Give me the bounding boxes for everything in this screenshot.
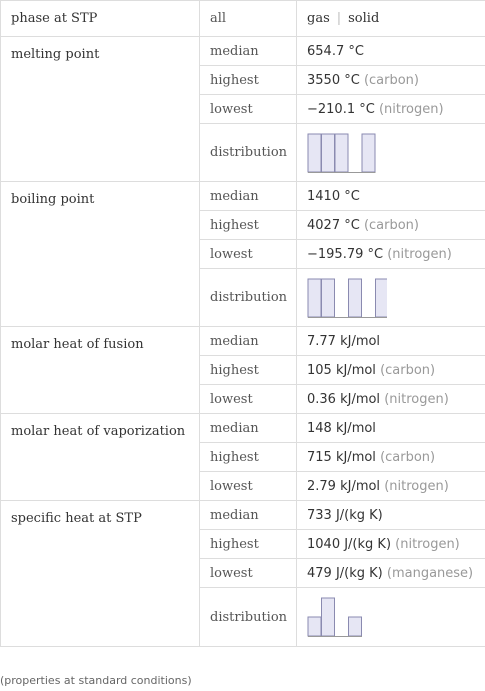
- histogram-bar: [322, 279, 335, 317]
- boiling-median-label: median: [200, 182, 297, 211]
- fusion-lowest-label: lowest: [200, 385, 297, 414]
- fusion-highest-value: 105 kJ/mol: [307, 362, 376, 378]
- histogram-bar: [308, 134, 321, 172]
- specific-heat-lowest-note: (manganese): [386, 565, 474, 581]
- histogram-bar: [308, 279, 321, 317]
- specific-heat-highest-value: 1040 J/(kg K): [307, 536, 392, 552]
- vaporization-lowest-note: (nitrogen): [384, 478, 449, 494]
- fusion-highest-note: (carbon): [380, 362, 436, 378]
- histogram-bar: [376, 279, 388, 317]
- header-gas: gas: [307, 11, 330, 26]
- fusion-highest-cell: [297, 356, 485, 385]
- fusion-median-label: median: [200, 327, 297, 356]
- boiling-lowest-note: (nitrogen): [387, 246, 452, 262]
- specific-heat-lowest-value: 479 J/(kg K): [307, 565, 383, 581]
- specific-heat-highest-label: highest: [200, 530, 297, 559]
- boiling-distribution-cell: [297, 269, 485, 327]
- fusion-highest-label: highest: [200, 356, 297, 385]
- header-row: [1, 1, 485, 37]
- vaporization-lowest-value: 2.79 kJ/mol: [307, 478, 381, 494]
- histogram-bar: [362, 134, 375, 172]
- melting-distribution-histogram: [307, 128, 387, 174]
- header-phase-label: phase at STP: [1, 1, 200, 37]
- vaporization-lowest-cell: [297, 472, 485, 501]
- boiling-median-row: [1, 182, 485, 211]
- melting-distribution-label: distribution: [200, 124, 297, 182]
- melting-lowest-note: (nitrogen): [378, 101, 444, 117]
- fusion-median-value: 7.77 kJ/mol: [297, 327, 485, 356]
- melting-lowest-cell: [297, 95, 485, 124]
- melting-highest-label: highest: [200, 66, 297, 95]
- melting-lowest-label: lowest: [200, 95, 297, 124]
- specific-heat-highest-cell: [297, 530, 485, 559]
- melting-median-value: 654.7 °C: [297, 37, 485, 66]
- boiling-point-label: boiling point: [1, 182, 200, 327]
- vaporization-median-row: [1, 414, 485, 443]
- fusion-lowest-note: (nitrogen): [384, 391, 449, 407]
- specific-heat-median-label: median: [200, 501, 297, 530]
- melting-distribution-cell: [297, 124, 485, 182]
- melting-highest-cell: [297, 66, 485, 95]
- vaporization-median-value: 148 kJ/mol: [297, 414, 485, 443]
- boiling-highest-cell: [297, 211, 485, 240]
- boiling-lowest-cell: [297, 240, 485, 269]
- histogram-bar: [322, 134, 335, 172]
- boiling-highest-value: 4027 °C: [307, 217, 360, 233]
- specific-heat-label: specific heat at STP: [1, 501, 200, 647]
- header-phase-values: [297, 1, 485, 37]
- specific-heat-lowest-cell: [297, 559, 485, 588]
- specific-heat-lowest-label: lowest: [200, 559, 297, 588]
- heat-of-fusion-label: molar heat of fusion: [1, 327, 200, 414]
- fusion-median-row: [1, 327, 485, 356]
- boiling-lowest-label: lowest: [200, 240, 297, 269]
- fusion-lowest-cell: [297, 385, 485, 414]
- melting-lowest-value: −210.1 °C: [307, 101, 375, 117]
- melting-point-label: melting point: [1, 37, 200, 182]
- specific-heat-distribution-cell: [297, 588, 485, 647]
- vaporization-highest-value: 715 kJ/mol: [307, 449, 376, 465]
- boiling-median-value: 1410 °C: [297, 182, 485, 211]
- specific-heat-median-row: [1, 501, 485, 530]
- boiling-lowest-value: −195.79 °C: [307, 246, 384, 262]
- header-all: all: [200, 1, 297, 37]
- specific-heat-distribution-label: distribution: [200, 588, 297, 647]
- vaporization-median-label: median: [200, 414, 297, 443]
- specific-heat-highest-note: (nitrogen): [395, 536, 460, 552]
- vaporization-highest-note: (carbon): [380, 449, 436, 465]
- specific-heat-distribution-histogram: [307, 592, 387, 638]
- boiling-highest-note: (carbon): [363, 217, 419, 233]
- histogram-bar: [322, 598, 335, 636]
- boiling-distribution-label: distribution: [200, 269, 297, 327]
- melting-median-label: median: [200, 37, 297, 66]
- header-solid: solid: [348, 11, 380, 26]
- histogram-bar: [349, 279, 362, 317]
- footer-note: (properties at standard conditions): [0, 674, 192, 687]
- histogram-bar: [349, 617, 362, 636]
- histogram-bar: [335, 134, 348, 172]
- histogram-bar: [308, 617, 321, 636]
- vaporization-lowest-label: lowest: [200, 472, 297, 501]
- fusion-lowest-value: 0.36 kJ/mol: [307, 391, 381, 407]
- vaporization-highest-label: highest: [200, 443, 297, 472]
- specific-heat-median-value: 733 J/(kg K): [297, 501, 485, 530]
- melting-median-row: [1, 37, 485, 66]
- header-separator: |: [336, 11, 342, 26]
- boiling-distribution-histogram: [307, 273, 387, 319]
- vaporization-highest-cell: [297, 443, 485, 472]
- melting-highest-value: 3550 °C: [307, 72, 360, 88]
- melting-highest-note: (carbon): [363, 72, 419, 88]
- boiling-highest-label: highest: [200, 211, 297, 240]
- heat-of-vaporization-label: molar heat of vaporization: [1, 414, 200, 501]
